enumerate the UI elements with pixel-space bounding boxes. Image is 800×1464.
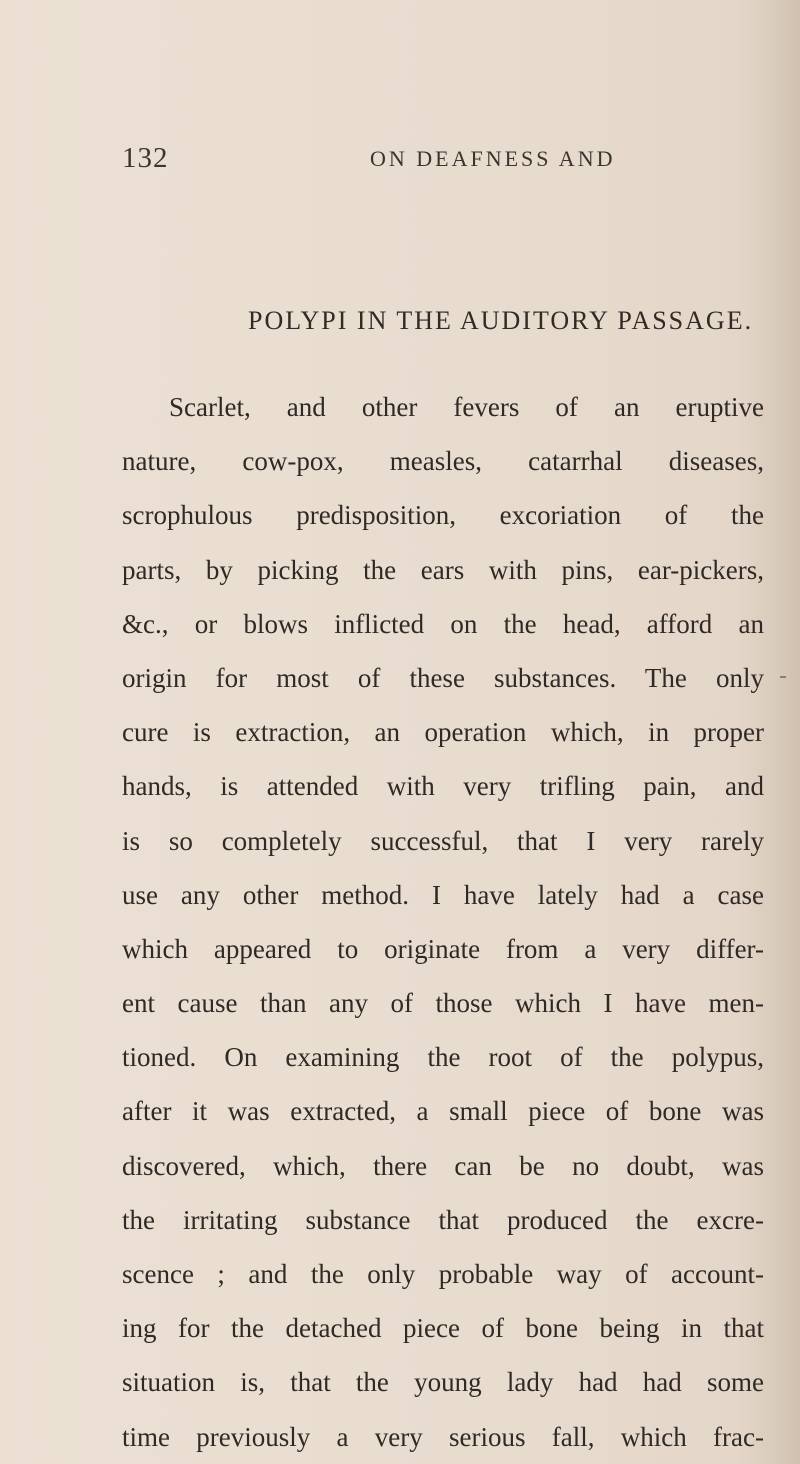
text-line: &c., or blows inflicted on the head, afford an: [122, 608, 764, 639]
running-title: ON DEAFNESS AND: [370, 146, 616, 171]
text-line: tioned. On examining the root of the polypus,: [122, 1042, 764, 1073]
text-line: ing for the detached piece of bone being in that: [122, 1313, 764, 1344]
text-line: Scarlet, and other fevers of an eruptive: [169, 392, 764, 422]
text-line: situation is, that the young lady had had some: [122, 1367, 764, 1398]
margin-mark: [780, 676, 786, 678]
text-line: use any other method. I have lately had a case: [122, 879, 764, 910]
text-line: nature, cow-pox, measles, catarrhal diseases,: [122, 446, 764, 477]
running-head: [0, 142, 800, 178]
page-number: 132: [122, 142, 169, 174]
text-line: scrophulous predisposition, excoriation of the: [122, 500, 764, 531]
text-line: parts, by picking the ears with pins, ear-pickers,: [122, 554, 764, 585]
text-line: ent cause than any of those which I have men-: [122, 988, 764, 1019]
text-line: origin for most of these substances. The only: [122, 662, 764, 693]
text-line: discovered, which, there can be no doubt, was: [122, 1150, 764, 1181]
text-line: is so completely successful, that I very rarely: [122, 825, 764, 856]
text-line: after it was extracted, a small piece of bone was: [122, 1096, 764, 1127]
text-line: which appeared to originate from a very differ-: [122, 933, 764, 964]
text-line: hands, is attended with very trifling pain, and: [122, 771, 764, 802]
text-line: scence ; and the only probable way of account-: [122, 1259, 764, 1289]
text-line: cure is extraction, an operation which, in proper: [122, 717, 764, 748]
text-line: time previously a very serious fall, which frac-: [122, 1421, 764, 1452]
text-line: the irritating substance that produced the excre-: [122, 1204, 764, 1235]
body-paragraph: [122, 380, 764, 1464]
section-heading: POLYPI IN THE AUDITORY PASSAGE.: [248, 306, 754, 335]
